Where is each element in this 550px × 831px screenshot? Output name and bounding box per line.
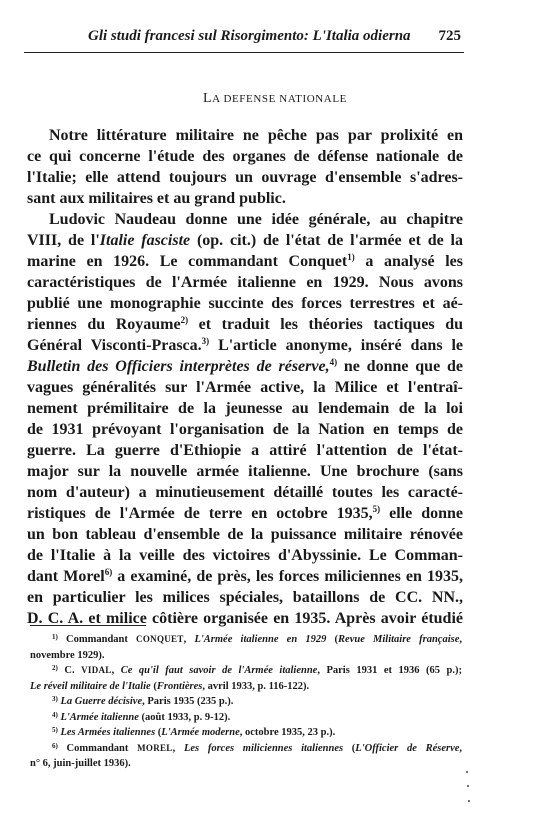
text-line: vagues généralités sur l'Armée active, la Milice et l'entraî- <box>27 379 463 396</box>
footnote-6-cont: n° 6, juin-juillet 1936). <box>30 758 131 769</box>
text-line: Ludovic Naudeau donne une idée générale, au chapitre <box>49 211 463 228</box>
text-line <box>27 251 463 272</box>
text-fragment: , <box>183 634 195 645</box>
footnote-ref: 5) <box>372 504 381 514</box>
text-fragment: elle donne <box>380 505 464 522</box>
footnote-5 <box>30 725 462 741</box>
text-line: publié une monographie succinte des forces terrestres et aé- <box>27 295 463 312</box>
text-fragment: ( <box>326 634 339 645</box>
text-line: en particulier les milices spéciales, bataillons de CC. NN., <box>27 589 463 606</box>
journal-title: Revue Militaire française <box>338 634 460 645</box>
section-heading-rest: A DEFENSE NATIONALE <box>212 93 347 105</box>
footnote-number: 6) <box>52 741 58 750</box>
footnote-2 <box>30 663 462 679</box>
footnote-2-cont <box>30 679 462 695</box>
footnote-1-cont: novembre 1929). <box>30 649 105 661</box>
text-line: Notre littérature militaire ne pêche pas par prolixité en <box>49 127 463 144</box>
footnote-ref: 2) <box>180 315 189 325</box>
footnote-number: 4) <box>52 710 58 719</box>
text-line: de 1931 prévoyant l'organisation de la Nation en temps de <box>27 421 463 438</box>
author-name: VIDAL <box>81 665 112 675</box>
text-fragment: et traduit les théories tactiques du <box>188 316 464 333</box>
footnote-ref: 1) <box>347 252 355 262</box>
work-title: L'Armée italienne en 1929 <box>194 634 327 645</box>
text-line: caractéristiques de l'Armée italienne en 1929. Nous avons <box>27 274 463 291</box>
author-name: CONQUET <box>136 634 184 644</box>
text-fragment: , <box>459 634 463 645</box>
text-line: de l'Italie à la veille des victoires d'Abyssinie. Le Comman- <box>27 547 463 564</box>
text-line <box>27 314 463 335</box>
section-heading-initial: L <box>203 91 213 106</box>
journal-title: Frontières <box>156 680 203 692</box>
footnotes <box>30 632 462 772</box>
text-fragment: ristiques de l'Armée de terre en octobre 1935, <box>27 505 373 522</box>
text-fragment: dant Morel <box>27 568 105 585</box>
text-fragment: Commandant <box>57 742 138 754</box>
work-title: Le réveil militaire de l'Italie <box>30 680 151 692</box>
text-line: sant aux militaires et au grand public. <box>27 190 286 207</box>
text-fragment: , <box>459 742 463 754</box>
journal-title: Bulletin des Officiers interprètes de réserve, <box>27 358 330 375</box>
section-heading <box>0 91 550 107</box>
text-fragment: C. <box>57 665 82 676</box>
text-fragment: riennes du Royaume <box>27 316 181 333</box>
text-fragment: , <box>111 665 121 676</box>
footnote-number: 3) <box>52 695 58 703</box>
author-name: MOREL <box>137 742 173 753</box>
running-head: Gli studi francesi sul Risorgimento: L'Italia odierna <box>88 28 411 44</box>
footnote-number: 1) <box>52 633 58 641</box>
text-line: major sur la nouvelle armée italienne. Une brochure (sans <box>27 463 463 480</box>
text-line: nom d'auteur) a minutieusement détaillé toutes les caracté- <box>27 484 463 501</box>
footnote-3 <box>30 694 462 710</box>
footnote-number: 5) <box>52 726 58 734</box>
body-text <box>27 125 463 629</box>
footnote-4 <box>30 710 462 726</box>
text-line: D. C. A. et milice côtière organisée en 1935. Après avoir étudié <box>27 610 463 627</box>
text-line: ce qui concerne l'étude des organes de défense nationale de <box>27 148 463 165</box>
footnote-1 <box>30 632 462 648</box>
text-fragment: , Paris 1931 et 1936 (65 p.); <box>317 665 462 676</box>
work-title: Ce qu'il faut savoir de l'Armée italienne <box>120 665 318 676</box>
work-title: Les Armées italiennes <box>60 727 156 738</box>
footnote-number: 2) <box>52 664 58 672</box>
text-fragment: Général Visconti-Prasca. <box>27 337 202 354</box>
text-line <box>27 566 463 587</box>
text-fragment: (op. cit.) de l'état de l'armée et de la <box>190 232 463 249</box>
text-fragment: , avril 1933, p. 116-122). <box>202 680 310 692</box>
text-fragment: marine en 1926. Le commandant Conquet <box>27 253 348 270</box>
text-fragment: ( <box>150 680 157 692</box>
text-line: l'Italie; elle attend toujours un ouvrage d'ensemble s'adres- <box>27 169 463 186</box>
text-fragment: ( <box>343 742 356 754</box>
text-fragment: L'article anonyme, inséré dans le <box>209 337 463 354</box>
text-line <box>27 503 463 524</box>
footnote-rule <box>30 625 146 626</box>
text-line: guerre. La guerre d'Ethiopie a attiré l'attention de l'état- <box>27 442 463 459</box>
text-fragment: , octobre 1935, 23 p.). <box>239 727 336 738</box>
scan-speck <box>466 771 468 773</box>
footnote-ref: 3) <box>201 336 210 346</box>
text-fragment: VIII, de l' <box>27 232 100 249</box>
journal-title: L'Armée moderne <box>161 727 240 738</box>
footnote-6 <box>30 741 462 757</box>
text-fragment: , Paris 1935 (235 p.). <box>142 696 234 707</box>
text-fragment: a examiné, de près, les forces miliciennes en 1935, <box>112 568 464 585</box>
footnote-ref: 4) <box>329 357 338 367</box>
book-title: Italie fasciste <box>99 232 191 249</box>
text-fragment: ( <box>155 727 162 738</box>
journal-title: L'Officier de Réserve <box>355 742 460 754</box>
scan-speck <box>467 785 469 787</box>
work-title: Les forces miliciennes italiennes <box>183 742 344 754</box>
text-fragment: Commandant <box>57 634 137 645</box>
text-fragment: a analysé les <box>354 253 463 270</box>
text-fragment: ne donne que de <box>337 358 463 375</box>
text-fragment: , <box>172 742 184 754</box>
text-line: un bon tableau d'ensemble de la puissance militaire rénovée <box>27 526 463 543</box>
text-line <box>27 335 463 356</box>
page-number: 725 <box>438 28 461 44</box>
text-line <box>27 356 463 377</box>
header-rule <box>24 52 464 53</box>
text-fragment: (août 1933, p. 9-12). <box>138 711 231 723</box>
footnote-ref: 6) <box>104 567 113 577</box>
scan-speck <box>468 800 470 802</box>
work-title: La Guerre décisive <box>60 696 143 707</box>
text-line <box>27 230 463 251</box>
text-line: nement prémilitaire de la jeunesse au lendemain de la loi <box>27 400 463 417</box>
work-title: L'Armée italienne <box>60 711 139 723</box>
